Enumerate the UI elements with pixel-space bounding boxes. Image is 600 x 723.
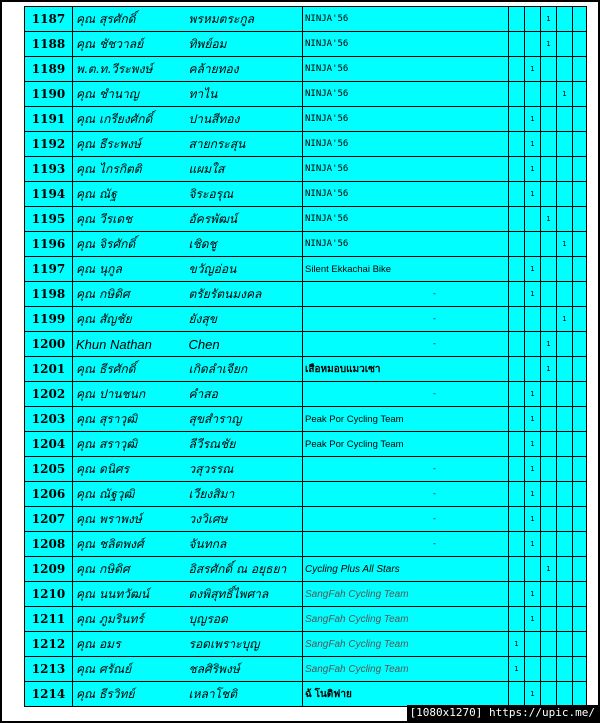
flag-cell (573, 82, 587, 107)
flag-cell (573, 132, 587, 157)
team-cell: SangFah Cycling Team (303, 607, 509, 632)
flag-cell (525, 7, 541, 32)
flag-cell (573, 407, 587, 432)
table-row (25, 182, 587, 207)
flag-cell (573, 457, 587, 482)
rider-number-cell: 1205 (25, 457, 73, 482)
first-name-cell: คุณ สุรศักดิ์ (73, 7, 183, 32)
rider-number-cell: 1191 (25, 107, 73, 132)
flag-cell (573, 357, 587, 382)
rider-number-cell: 1200 (25, 332, 73, 357)
table-row (25, 532, 587, 557)
flag-cell (541, 157, 557, 182)
flag-cell: 1 (525, 57, 541, 82)
flag-cell (557, 357, 573, 382)
rider-number-cell: 1209 (25, 557, 73, 582)
flag-cell (509, 457, 525, 482)
flag-cell (541, 457, 557, 482)
last-name-cell: คำสอ (183, 382, 303, 407)
last-name-cell: จิระอรุณ (183, 182, 303, 207)
last-name-cell: เชิดชู (183, 232, 303, 257)
rider-number-cell: 1199 (25, 307, 73, 332)
rider-number-cell: 1212 (25, 632, 73, 657)
table-row (25, 7, 587, 32)
flag-cell (509, 607, 525, 632)
rider-number-cell: 1197 (25, 257, 73, 282)
flag-cell: 1 (509, 657, 525, 682)
flag-cell (525, 82, 541, 107)
flag-cell (557, 32, 573, 57)
team-cell: SangFah Cycling Team (303, 657, 509, 682)
rider-number-cell: 1195 (25, 207, 73, 232)
flag-cell (557, 507, 573, 532)
first-name-cell: คุณ สุราวุฒิ (73, 407, 183, 432)
rider-number-cell: 1194 (25, 182, 73, 207)
last-name-cell: เกิดลำเจียก (183, 357, 303, 382)
first-name-cell: คุณ กษิดิศ (73, 557, 183, 582)
team-cell: - (303, 482, 509, 507)
flag-cell (557, 107, 573, 132)
first-name-cell: คุณ สัญชัย (73, 307, 183, 332)
flag-cell (525, 332, 541, 357)
flag-cell (509, 507, 525, 532)
table-row (25, 457, 587, 482)
team-cell: - (303, 532, 509, 557)
flag-cell (541, 432, 557, 457)
flag-cell: 1 (541, 332, 557, 357)
flag-cell (557, 57, 573, 82)
flag-cell (525, 357, 541, 382)
flag-cell (557, 332, 573, 357)
team-cell: NINJA'56 (303, 57, 509, 82)
last-name-cell: ชลศิริพงษ์ (183, 657, 303, 682)
flag-cell (541, 482, 557, 507)
flag-cell: 1 (525, 107, 541, 132)
table-row (25, 432, 587, 457)
last-name-cell: ลีวีรณชัย (183, 432, 303, 457)
rider-number-cell: 1210 (25, 582, 73, 607)
rider-number-cell: 1207 (25, 507, 73, 532)
team-cell: Peak Por Cycling Team (303, 407, 509, 432)
flag-cell: 1 (525, 257, 541, 282)
first-name-cell: คุณ ภูมรินทร์ (73, 607, 183, 632)
last-name-cell: ทาไน (183, 82, 303, 107)
flag-cell (573, 682, 587, 707)
flag-cell (573, 32, 587, 57)
team-cell: - (303, 382, 509, 407)
team-cell: - (303, 307, 509, 332)
first-name-cell: คุณ ชัชวาลย์ (73, 32, 183, 57)
flag-cell: 1 (525, 407, 541, 432)
flag-cell (557, 432, 573, 457)
flag-cell (573, 7, 587, 32)
flag-cell (541, 307, 557, 332)
team-cell: ฉ้ โนติฟาย (303, 682, 509, 707)
flag-cell (573, 307, 587, 332)
flag-cell (573, 332, 587, 357)
flag-cell: 1 (557, 82, 573, 107)
flag-cell (509, 282, 525, 307)
team-cell: - (303, 282, 509, 307)
flag-cell (573, 432, 587, 457)
flag-cell: 1 (541, 557, 557, 582)
flag-cell (541, 232, 557, 257)
team-cell: SangFah Cycling Team (303, 582, 509, 607)
flag-cell (525, 557, 541, 582)
last-name-cell: รอดเพราะบุญ (183, 632, 303, 657)
first-name-cell: คุณ กษิดิศ (73, 282, 183, 307)
flag-cell (573, 257, 587, 282)
first-name-cell: Khun Nathan (73, 332, 183, 357)
team-cell: NINJA'56 (303, 207, 509, 232)
flag-cell: 1 (557, 232, 573, 257)
flag-cell (525, 32, 541, 57)
table-row (25, 557, 587, 582)
flag-cell (509, 7, 525, 32)
flag-cell (573, 532, 587, 557)
flag-cell (573, 382, 587, 407)
table-row (25, 82, 587, 107)
flag-cell: 1 (525, 482, 541, 507)
flag-cell (541, 182, 557, 207)
flag-cell (557, 257, 573, 282)
flag-cell (541, 632, 557, 657)
team-cell: - (303, 332, 509, 357)
flag-cell: 1 (525, 432, 541, 457)
last-name-cell: Chen (183, 332, 303, 357)
table-row (25, 507, 587, 532)
flag-cell: 1 (525, 457, 541, 482)
flag-cell (509, 132, 525, 157)
first-name-cell: คุณ ธีรศักดิ์ (73, 357, 183, 382)
flag-cell (509, 232, 525, 257)
flag-cell (525, 232, 541, 257)
flag-cell: 1 (525, 607, 541, 632)
table-row (25, 32, 587, 57)
flag-cell (509, 32, 525, 57)
last-name-cell: วงวิเศษ (183, 507, 303, 532)
last-name-cell: วสุวรรณ (183, 457, 303, 482)
first-name-cell: คุณ นนทวัฒน์ (73, 582, 183, 607)
rider-number-cell: 1203 (25, 407, 73, 432)
rider-number-cell: 1189 (25, 57, 73, 82)
flag-cell (541, 507, 557, 532)
team-cell: Silent Ekkachai Bike (303, 257, 509, 282)
last-name-cell: ทิพย์อม (183, 32, 303, 57)
table-row (25, 207, 587, 232)
flag-cell (541, 607, 557, 632)
flag-cell (509, 207, 525, 232)
rider-number-cell: 1206 (25, 482, 73, 507)
flag-cell (509, 382, 525, 407)
flag-cell (509, 557, 525, 582)
flag-cell (509, 407, 525, 432)
rider-number-cell: 1190 (25, 82, 73, 107)
last-name-cell: ปานสีทอง (183, 107, 303, 132)
team-cell: - (303, 507, 509, 532)
flag-cell (573, 582, 587, 607)
first-name-cell: คุณ ปานชนก (73, 382, 183, 407)
last-name-cell: เหลาโชติ (183, 682, 303, 707)
last-name-cell: พรหมตระกูล (183, 7, 303, 32)
table-row (25, 582, 587, 607)
flag-cell: 1 (525, 507, 541, 532)
team-cell: NINJA'56 (303, 232, 509, 257)
last-name-cell: เวียงสิมา (183, 482, 303, 507)
flag-cell: 1 (525, 682, 541, 707)
first-name-cell: คุณ ณัฐวุฒิ (73, 482, 183, 507)
flag-cell: 1 (525, 532, 541, 557)
team-cell: Cycling Plus All Stars (303, 557, 509, 582)
table-row (25, 282, 587, 307)
table-row (25, 257, 587, 282)
flag-cell (541, 82, 557, 107)
rider-number-cell: 1213 (25, 657, 73, 682)
team-cell: - (303, 457, 509, 482)
first-name-cell: คุณ ศรัณย์ (73, 657, 183, 682)
first-name-cell: คุณ ไกรกิตติ (73, 157, 183, 182)
flag-cell (557, 132, 573, 157)
first-name-cell: คุณ ดนิศร (73, 457, 183, 482)
flag-cell (541, 407, 557, 432)
rider-number-cell: 1202 (25, 382, 73, 407)
flag-cell (557, 182, 573, 207)
flag-cell (509, 357, 525, 382)
first-name-cell: คุณ ชำนาญ (73, 82, 183, 107)
team-cell: NINJA'56 (303, 32, 509, 57)
last-name-cell: อิสรศักดิ์ ณ อยุธยา (183, 557, 303, 582)
table-row (25, 382, 587, 407)
table-row (25, 232, 587, 257)
rider-number-cell: 1188 (25, 32, 73, 57)
team-cell: SangFah Cycling Team (303, 632, 509, 657)
last-name-cell: แผมใส (183, 157, 303, 182)
image-host-watermark: [1080x1270] https://upic.me/ (407, 705, 598, 721)
rider-number-cell: 1204 (25, 432, 73, 457)
flag-cell (509, 582, 525, 607)
flag-cell (541, 257, 557, 282)
flag-cell (541, 132, 557, 157)
table-row (25, 332, 587, 357)
flag-cell: 1 (541, 32, 557, 57)
rider-number-cell: 1192 (25, 132, 73, 157)
flag-cell (573, 182, 587, 207)
flag-cell: 1 (541, 207, 557, 232)
first-name-cell: คุณ จิรศักดิ์ (73, 232, 183, 257)
rider-number-cell: 1211 (25, 607, 73, 632)
last-name-cell: คล้ายทอง (183, 57, 303, 82)
table-row (25, 107, 587, 132)
team-cell: NINJA'56 (303, 182, 509, 207)
last-name-cell: จันทกล (183, 532, 303, 557)
flag-cell (573, 57, 587, 82)
table-row (25, 57, 587, 82)
team-cell: NINJA'56 (303, 132, 509, 157)
flag-cell (557, 557, 573, 582)
flag-cell (557, 157, 573, 182)
flag-cell (557, 7, 573, 32)
first-name-cell: คุณ นุกูล (73, 257, 183, 282)
flag-cell: 1 (525, 157, 541, 182)
flag-cell (557, 407, 573, 432)
flag-cell (573, 282, 587, 307)
flag-cell (509, 482, 525, 507)
last-name-cell: สายกระสุน (183, 132, 303, 157)
last-name-cell: สุขสำราญ (183, 407, 303, 432)
flag-cell (541, 682, 557, 707)
flag-cell (557, 457, 573, 482)
flag-cell (509, 107, 525, 132)
flag-cell (557, 532, 573, 557)
rider-number-cell: 1198 (25, 282, 73, 307)
flag-cell (573, 482, 587, 507)
table-row (25, 157, 587, 182)
flag-cell (573, 207, 587, 232)
flag-cell (557, 657, 573, 682)
flag-cell (573, 557, 587, 582)
flag-cell: 1 (525, 282, 541, 307)
table-row (25, 407, 587, 432)
registration-table (24, 6, 587, 707)
flag-cell (509, 532, 525, 557)
flag-cell: 1 (509, 632, 525, 657)
flag-cell: 1 (525, 582, 541, 607)
flag-cell (525, 207, 541, 232)
flag-cell: 1 (525, 382, 541, 407)
flag-cell (541, 107, 557, 132)
last-name-cell: ขวัญอ่อน (183, 257, 303, 282)
last-name-cell: ดงพิสุทธิ์ไพศาล (183, 582, 303, 607)
flag-cell (525, 632, 541, 657)
flag-cell (557, 632, 573, 657)
table-row (25, 357, 587, 382)
flag-cell (557, 582, 573, 607)
flag-cell (573, 507, 587, 532)
first-name-cell: คุณ สราวุฒิ (73, 432, 183, 457)
flag-cell: 1 (525, 132, 541, 157)
flag-cell (525, 657, 541, 682)
table-row (25, 607, 587, 632)
first-name-cell: คุณ ธีรวิทย์ (73, 682, 183, 707)
table-row (25, 632, 587, 657)
flag-cell (509, 307, 525, 332)
flag-cell (541, 582, 557, 607)
flag-cell (541, 657, 557, 682)
team-cell: เสือหมอบแมวเซา (303, 357, 509, 382)
table-row (25, 657, 587, 682)
rider-number-cell: 1214 (25, 682, 73, 707)
flag-cell (573, 607, 587, 632)
first-name-cell: คุณ วีรเดช (73, 207, 183, 232)
team-cell: NINJA'56 (303, 157, 509, 182)
first-name-cell: คุณ ธีระพงษ์ (73, 132, 183, 157)
team-cell: NINJA'56 (303, 82, 509, 107)
first-name-cell: คุณ พราพงษ์ (73, 507, 183, 532)
last-name-cell: อัครพัฒน์ (183, 207, 303, 232)
flag-cell (509, 682, 525, 707)
first-name-cell: คุณ เกรียงศักดิ์ (73, 107, 183, 132)
flag-cell (509, 332, 525, 357)
flag-cell (541, 382, 557, 407)
flag-cell (541, 282, 557, 307)
flag-cell (509, 432, 525, 457)
flag-cell (573, 232, 587, 257)
table-row (25, 482, 587, 507)
table-row (25, 307, 587, 332)
rider-number-cell: 1208 (25, 532, 73, 557)
flag-cell (557, 682, 573, 707)
flag-cell (541, 532, 557, 557)
first-name-cell: คุณ ชลิตพงศ์ (73, 532, 183, 557)
flag-cell (557, 482, 573, 507)
flag-cell: 1 (541, 357, 557, 382)
rider-number-cell: 1193 (25, 157, 73, 182)
flag-cell (509, 257, 525, 282)
flag-cell (573, 107, 587, 132)
flag-cell (557, 607, 573, 632)
table-row (25, 132, 587, 157)
flag-cell: 1 (541, 7, 557, 32)
team-cell: NINJA'56 (303, 107, 509, 132)
last-name-cell: ตรัยรัตนมงคล (183, 282, 303, 307)
flag-cell: 1 (525, 182, 541, 207)
flag-cell (509, 157, 525, 182)
flag-cell: 1 (557, 307, 573, 332)
last-name-cell: บุญรอด (183, 607, 303, 632)
team-cell: NINJA'56 (303, 7, 509, 32)
flag-cell (573, 157, 587, 182)
team-cell: Peak Por Cycling Team (303, 432, 509, 457)
flag-cell (509, 57, 525, 82)
flag-cell (557, 382, 573, 407)
first-name-cell: คุณ ณัฐ (73, 182, 183, 207)
first-name-cell: คุณ อมร (73, 632, 183, 657)
flag-cell (557, 282, 573, 307)
table-row (25, 682, 587, 707)
rider-number-cell: 1196 (25, 232, 73, 257)
flag-cell (573, 657, 587, 682)
rider-number-cell: 1201 (25, 357, 73, 382)
flag-cell (557, 207, 573, 232)
flag-cell (509, 182, 525, 207)
flag-cell (573, 632, 587, 657)
flag-cell (541, 57, 557, 82)
first-name-cell: พ.ต.ท.วีระพงษ์ (73, 57, 183, 82)
last-name-cell: ยังสุข (183, 307, 303, 332)
rider-number-cell: 1187 (25, 7, 73, 32)
flag-cell (509, 82, 525, 107)
flag-cell (525, 307, 541, 332)
